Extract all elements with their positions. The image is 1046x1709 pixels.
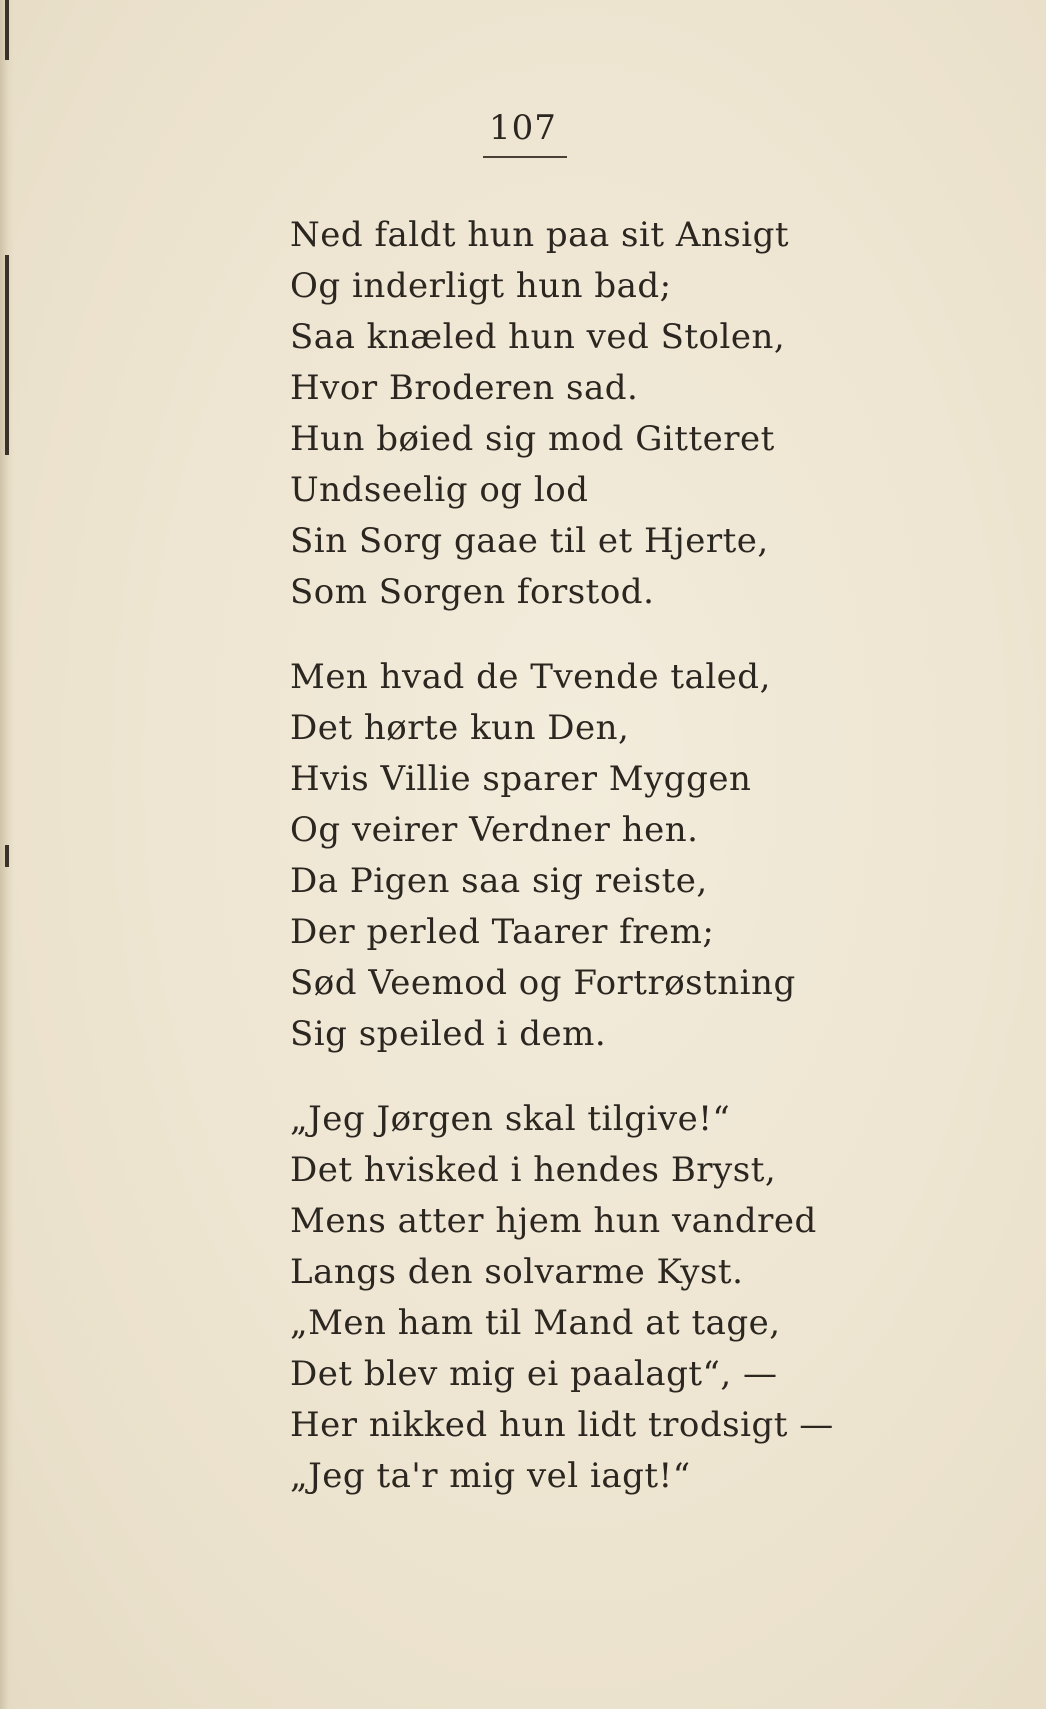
poem-line: Der perled Taarer frem;	[290, 912, 715, 952]
poem-line: Og veirer Verdner hen.	[290, 810, 699, 850]
poem-line: „Jeg ta'r mig vel iagt!“	[290, 1456, 691, 1496]
poem-line: Undseelig og lod	[290, 470, 589, 510]
poem-line: Her nikked hun lidt trodsigt —	[290, 1405, 834, 1445]
poem-line: Hvor Broderen sad.	[290, 368, 639, 408]
edge-mark	[5, 0, 9, 60]
poem-line: Mens atter hjem hun vandred	[290, 1201, 817, 1241]
poem-line: Som Sorgen forstod.	[290, 572, 655, 612]
poem-line: Sin Sorg gaae til et Hjerte,	[290, 521, 769, 561]
edge-mark	[5, 255, 9, 455]
poem-line: Langs den solvarme Kyst.	[290, 1252, 744, 1292]
poem-line: „Men ham til Mand at tage,	[290, 1303, 781, 1343]
poem-line: Sød Veemod og Fortrøstning	[290, 963, 796, 1003]
poem-line: Hvis Villie sparer Myggen	[290, 759, 752, 799]
edge-mark	[5, 845, 9, 867]
poem-line: Og inderligt hun bad;	[290, 266, 672, 306]
poem-line: Saa knæled hun ved Stolen,	[290, 317, 786, 357]
stanza-3	[290, 1094, 834, 1502]
poem-line: Sig speiled i dem.	[290, 1014, 607, 1054]
poem-line: Ned faldt hun paa sit Ansigt	[290, 215, 790, 255]
poem-line: Da Pigen saa sig reiste,	[290, 861, 708, 901]
poem-line: Det blev mig ei paalagt“, —	[290, 1354, 778, 1394]
poem-line: „Jeg Jørgen skal tilgive!“	[290, 1099, 731, 1139]
page-number: 107	[489, 108, 557, 148]
page-number-rule	[483, 156, 567, 158]
poem-line: Hun bøied sig mod Gitteret	[290, 419, 775, 459]
poem-line: Men hvad de Tvende taled,	[290, 657, 771, 697]
poem-line: Det hørte kun Den,	[290, 708, 630, 748]
stanza-1	[290, 210, 790, 618]
stanza-2	[290, 652, 796, 1060]
poem-line: Det hvisked i hendes Bryst,	[290, 1150, 777, 1190]
poem	[290, 210, 834, 1536]
